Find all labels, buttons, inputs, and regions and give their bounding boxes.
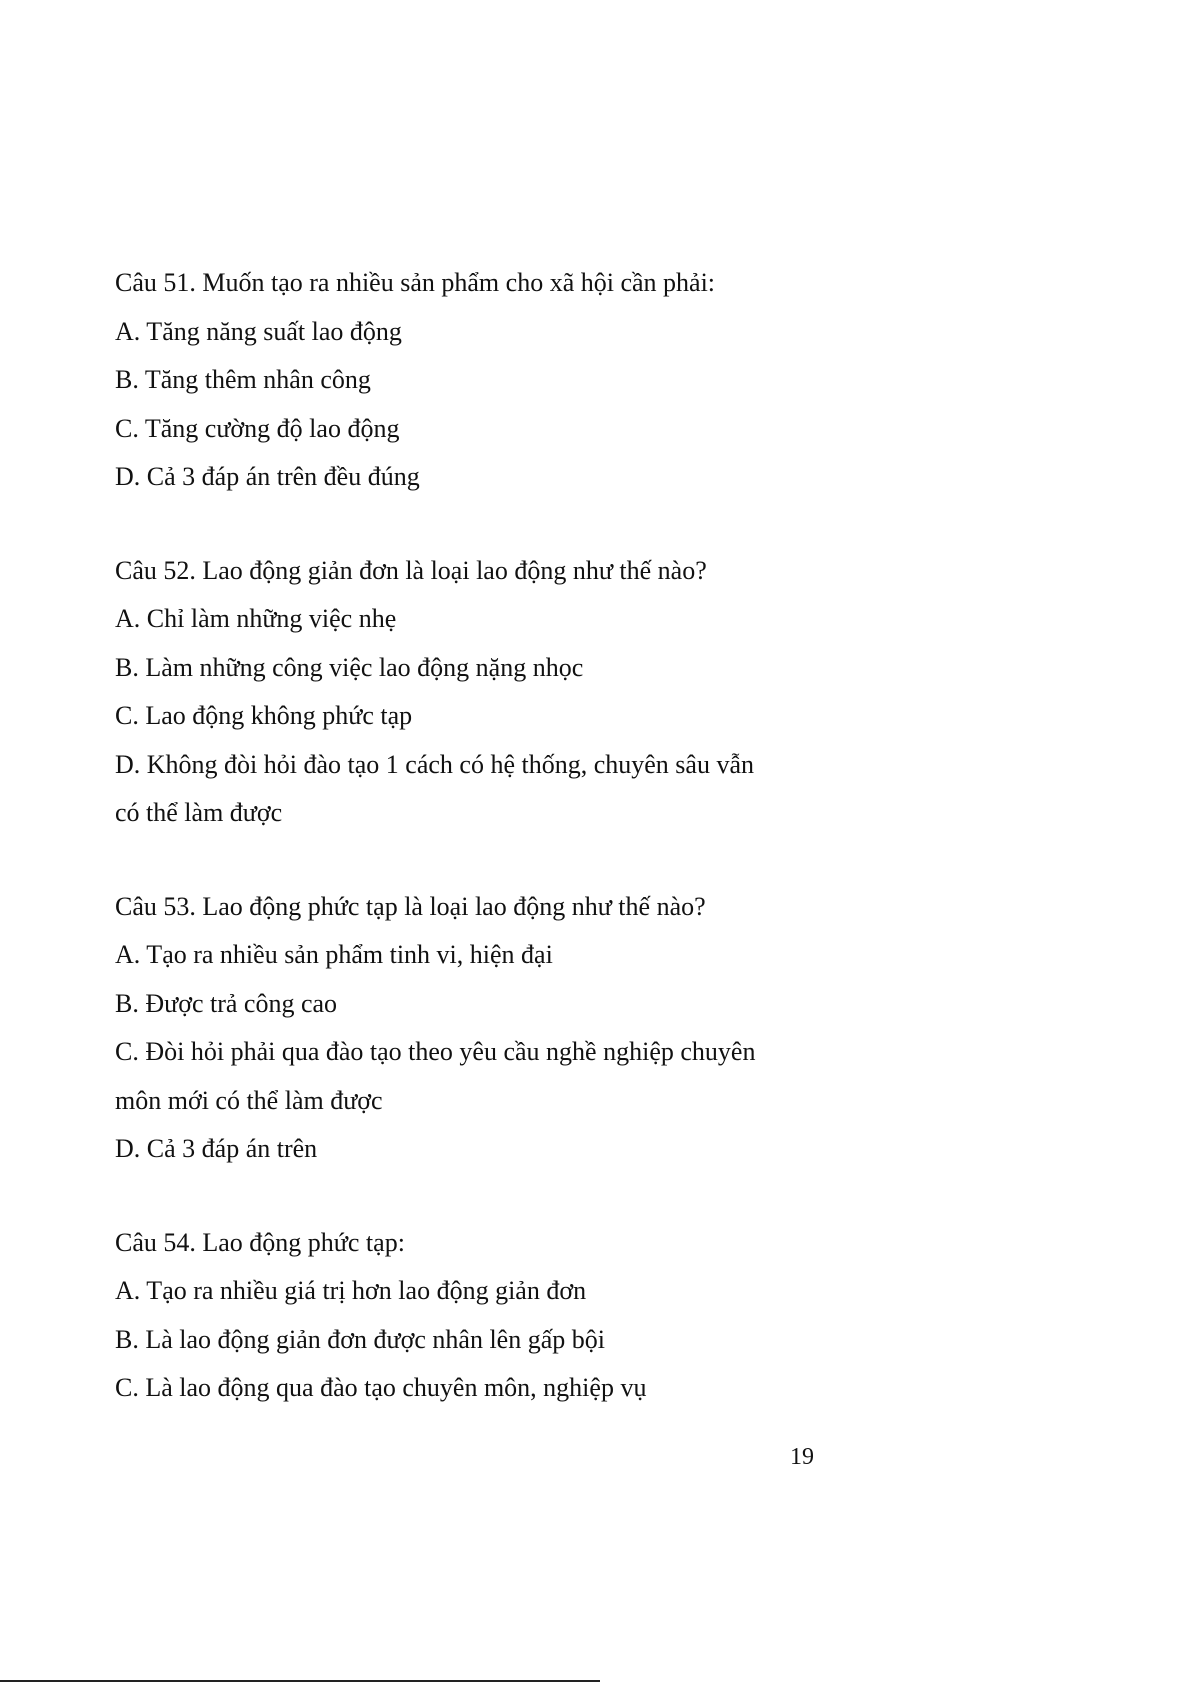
question-51	[115, 259, 835, 502]
answer-option: D. Không đòi hỏi đào tạo 1 cách có hệ thống, chuyên sâu vẫn	[115, 749, 755, 779]
question-54	[115, 1219, 835, 1413]
question-text: Câu 53. Lao động phức tạp là loại lao động như thế nào?	[115, 891, 706, 921]
answer-option: D. Cả 3 đáp án trên	[115, 1134, 318, 1163]
answer-option: D. Cả 3 đáp án trên đều đúng	[115, 462, 420, 491]
answer-option: C. Lao động không phức tạp	[115, 701, 413, 730]
answer-option: B. Được trả công cao	[115, 988, 338, 1018]
page-bottom-rule	[0, 1680, 600, 1682]
answer-option-continuation: có thể làm được	[115, 798, 283, 827]
answer-option: A. Tăng năng suất lao động	[115, 316, 402, 346]
answer-option: A. Chỉ làm những việc nhẹ	[115, 604, 397, 633]
question-text: Câu 51. Muốn tạo ra nhiều sản phẩm cho xã hội cần phải:	[115, 268, 716, 297]
answer-option: C. Là lao động qua đào tạo chuyên môn, nghiệp vụ	[115, 1373, 647, 1402]
answer-option: B. Là lao động giản đơn được nhân lên gấp bội	[115, 1324, 605, 1354]
answer-option: C. Tăng cường độ lao động	[115, 413, 400, 443]
page-number: 19	[790, 1444, 814, 1470]
answer-option: A. Tạo ra nhiều giá trị hơn lao động giản đơn	[115, 1276, 587, 1305]
answer-option: B. Làm những công việc lao động nặng nhọc	[115, 652, 584, 682]
answer-option: B. Tăng thêm nhân công	[115, 365, 371, 394]
question-list	[115, 259, 835, 1458]
answer-option: A. Tạo ra nhiều sản phẩm tinh vi, hiện đại	[115, 940, 553, 969]
question-52	[115, 547, 835, 838]
question-53	[115, 883, 835, 1174]
question-text: Câu 54. Lao động phức tạp:	[115, 1227, 405, 1257]
question-text: Câu 52. Lao động giản đơn là loại lao động như thế nào?	[115, 555, 707, 585]
answer-option-continuation: môn mới có thể làm được	[115, 1085, 383, 1115]
answer-option: C. Đòi hỏi phải qua đào tạo theo yêu cầu nghề nghiệp chuyên	[115, 1037, 756, 1066]
